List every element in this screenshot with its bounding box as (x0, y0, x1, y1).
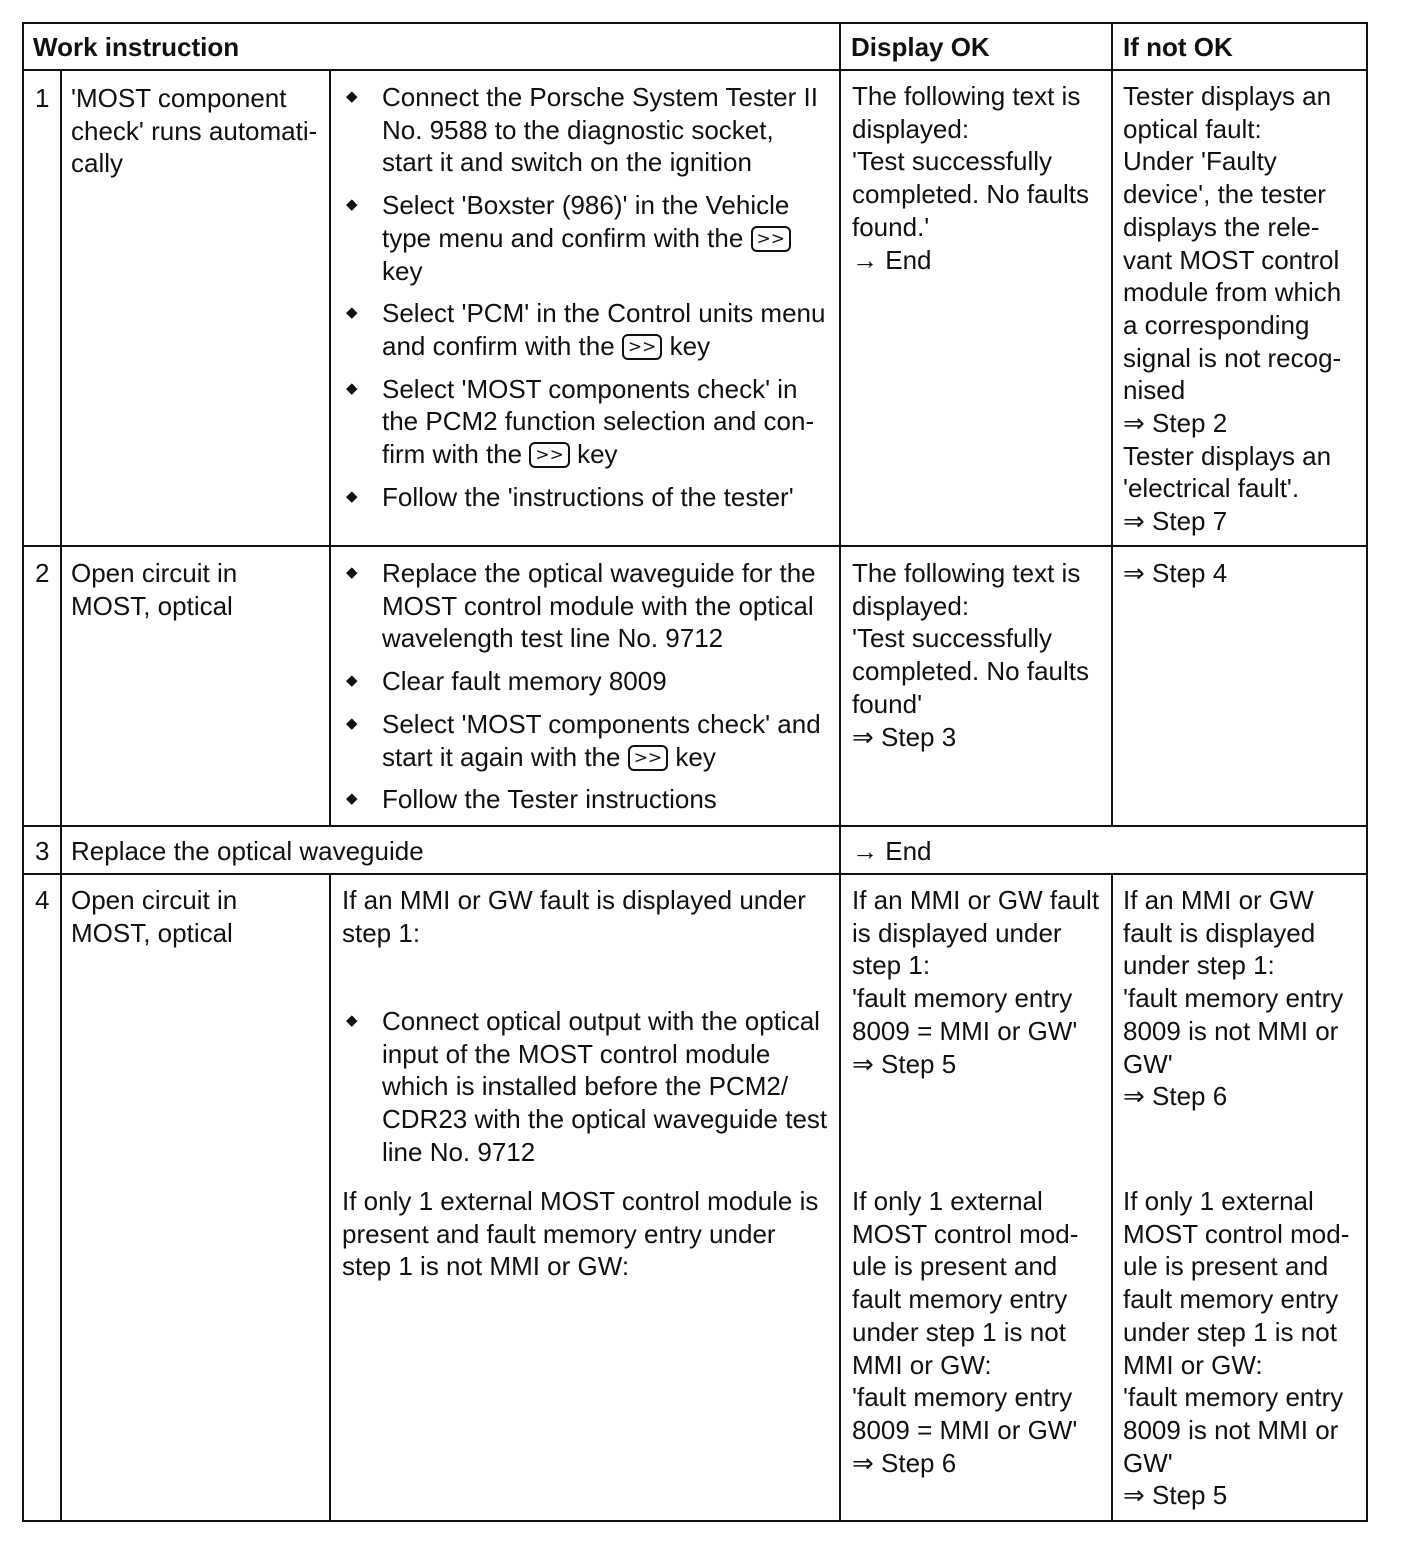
bullet: ◆ Select 'Boxster (986)' in the Vehicle type menu and confirm with the >> key (342, 189, 832, 287)
rule-col-step-b (329, 873, 331, 1522)
display-ok-text: The following text is displayed: 'Test successfully completed. No faults found.' → End (852, 81, 1090, 275)
rule-col-notok-b (1111, 873, 1113, 1522)
rule-row3 (22, 873, 1368, 875)
step-number: 4 (35, 885, 50, 915)
forward-key-icon: >> (529, 442, 570, 468)
condition-a-intro: If an MMI or GW fault is displayed under step 1: (342, 885, 806, 948)
display-ok-text: The following text is displayed: 'Test successfully completed. No faults found' ⇒ Step 3 (852, 558, 1090, 752)
bullet: ◆ Clear fault memory 8009 (342, 665, 832, 698)
display-ok-text: → End (852, 836, 932, 866)
bullet: ◆ Replace the optical waveguide for the MOST control module with the optical wavelength test line No. 9712 (342, 557, 832, 655)
step-number: 2 (35, 558, 50, 588)
step-title: 'MOST component check' runs automati- cally (71, 83, 318, 179)
bullet: ◆ Select 'PCM' in the Control units menu and confirm with the >> key (342, 297, 832, 362)
step-bullets (342, 1005, 832, 1179)
if-not-ok-text: Tester displays an optical fault: Under 'Faulty device', the tester displays the rele- vant MOST control module from which a corresponding signal is not recog- nised ⇒ Step 2 Tester displays an 'electrical fault'. ⇒ Step 7 (1123, 81, 1342, 537)
bullet: ◆ Select 'MOST components check' and start it again with the >> key (342, 708, 832, 773)
condition-b-intro: If only 1 external MOST control module is present and fault memory entry under step 1 is not MMI or GW: (342, 1186, 819, 1282)
step-number: 3 (35, 836, 50, 866)
rule-row1 (22, 545, 1368, 547)
bullet: ◆ Follow the 'instructions of the tester' (342, 481, 832, 514)
rule-col-step-a (329, 69, 331, 827)
header-work-instruction: Work instruction (33, 32, 240, 62)
step-bullets (342, 81, 832, 523)
step-bullets (342, 557, 832, 826)
display-ok-text: If an MMI or GW fault is displayed under step 1: 'fault memory entry 8009 = MMI or GW' ⇒ Step 5 (852, 885, 1100, 1079)
forward-key-icon: >> (751, 226, 792, 252)
bullet: ◆ Connect optical output with the optical input of the MOST control module which is installed before the PCM2/ CDR23 with the optical waveguide test line No. 9712 (342, 1005, 832, 1169)
forward-key-icon: >> (622, 334, 663, 360)
bullet: ◆ Connect the Porsche System Tester II No. 9588 to the diagnostic socket, start it and switch on the ignition (342, 81, 832, 179)
rule-header (22, 69, 1368, 71)
if-not-ok-text: If only 1 external MOST control mod- ule is present and fault memory entry under step 1 is not MMI or GW: 'fault memory entry 8009 is not MMI or GW' ⇒ Step 5 (1123, 1186, 1350, 1511)
bullet: ◆ Follow the Tester instructions (342, 783, 832, 816)
bullet: ◆ Select 'MOST components check' in the PCM2 function selection and con- firm with the >> key (342, 373, 832, 471)
step-number: 1 (35, 83, 50, 113)
rule-col-display (839, 22, 841, 1522)
step-title: Open circuit in MOST, optical (71, 885, 238, 948)
step-title: Replace the optical waveguide (71, 836, 424, 866)
rule-col-num (60, 69, 62, 1522)
rule-col-notok-a (1111, 22, 1113, 827)
if-not-ok-text: If an MMI or GW fault is displayed under step 1: 'fault memory entry 8009 is not MMI or GW' ⇒ Step 6 (1123, 885, 1344, 1112)
forward-key-icon: >> (628, 745, 669, 771)
if-not-ok-text: ⇒ Step 4 (1123, 558, 1228, 588)
display-ok-text: If only 1 external MOST control mod- ule is present and fault memory entry under step 1 is not MMI or GW: 'fault memory entry 8009 = MMI or GW' ⇒ Step 6 (852, 1186, 1079, 1478)
header-display-ok: Display OK (851, 32, 990, 62)
header-if-not-ok: If not OK (1123, 32, 1233, 62)
step-title: Open circuit in MOST, optical (71, 558, 238, 621)
